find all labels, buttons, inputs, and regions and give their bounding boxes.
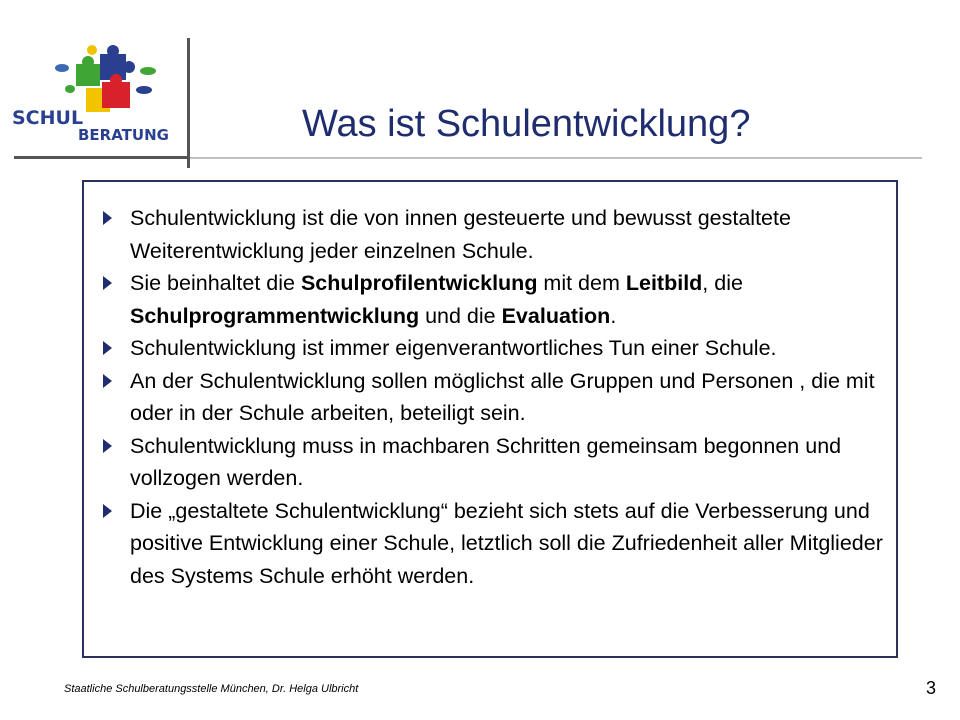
bullet-text: Sie beinhaltet die bbox=[130, 271, 301, 295]
title-underline bbox=[190, 157, 922, 159]
schulberatung-logo bbox=[10, 40, 190, 160]
bullet-item bbox=[100, 332, 886, 365]
bullet-text: und die bbox=[419, 303, 502, 328]
footer-credit: Staatliche Schulberatungsstelle München, Dr. Helga Ulbricht bbox=[64, 683, 359, 695]
bullet-item bbox=[100, 495, 886, 593]
logo-divider-vertical bbox=[187, 38, 190, 168]
bullet-item bbox=[100, 267, 886, 332]
bullet-text: . bbox=[610, 303, 617, 328]
bullet-text: mit dem bbox=[537, 271, 626, 295]
arrow-right-icon bbox=[103, 276, 112, 290]
bullet-text-bold: Leitbild bbox=[625, 271, 703, 295]
arrow-right-icon bbox=[103, 504, 112, 518]
bullet-text-bold: Schulprofilentwicklung bbox=[300, 271, 538, 295]
bullet-text-bold: Evaluation bbox=[501, 303, 611, 328]
bullet-text-bold: Schulprogrammentwicklung bbox=[130, 303, 420, 328]
bullet-list bbox=[100, 202, 886, 592]
bullet-item bbox=[100, 365, 886, 430]
arrow-right-icon bbox=[103, 439, 112, 453]
bullet-text: , die bbox=[702, 271, 743, 295]
logo-divider-horizontal bbox=[14, 156, 190, 159]
logo-text-schul: SCHUL bbox=[12, 107, 84, 129]
bullet-item bbox=[100, 430, 886, 495]
page-number: 3 bbox=[926, 678, 937, 698]
slide-title: Was ist Schulentwicklung? bbox=[302, 103, 751, 145]
bullet-text: Schulentwicklung ist immer eigenverantwortliches Tun einer Schule. bbox=[130, 336, 777, 360]
content-box bbox=[82, 180, 898, 658]
bullet-text: Die „gestaltete Schulentwicklung“ bezieht sich stets auf die Verbesserung und positive Entwicklung einer Schule, letztlich soll die Zufriedenheit aller Mitglieder des Systems Schule erhöht werden. bbox=[130, 498, 883, 588]
bullet-text: An der Schulentwicklung sollen möglichst alle Gruppen und Personen , die mit oder in der Schule arbeiten, beteiligt sein. bbox=[130, 368, 875, 425]
logo-text-beratung: BERATUNG bbox=[78, 126, 169, 144]
arrow-right-icon bbox=[103, 211, 112, 225]
bullet-text: Schulentwicklung ist die von innen gesteuerte und bewusst gestaltete Weiterentwicklung jeder einzelnen Schule. bbox=[130, 206, 791, 263]
bullet-text: Schulentwicklung muss in machbaren Schritten gemeinsam begonnen und vollzogen werden. bbox=[130, 433, 842, 490]
arrow-right-icon bbox=[103, 374, 112, 388]
bullet-item bbox=[100, 202, 886, 267]
arrow-right-icon bbox=[103, 341, 112, 355]
